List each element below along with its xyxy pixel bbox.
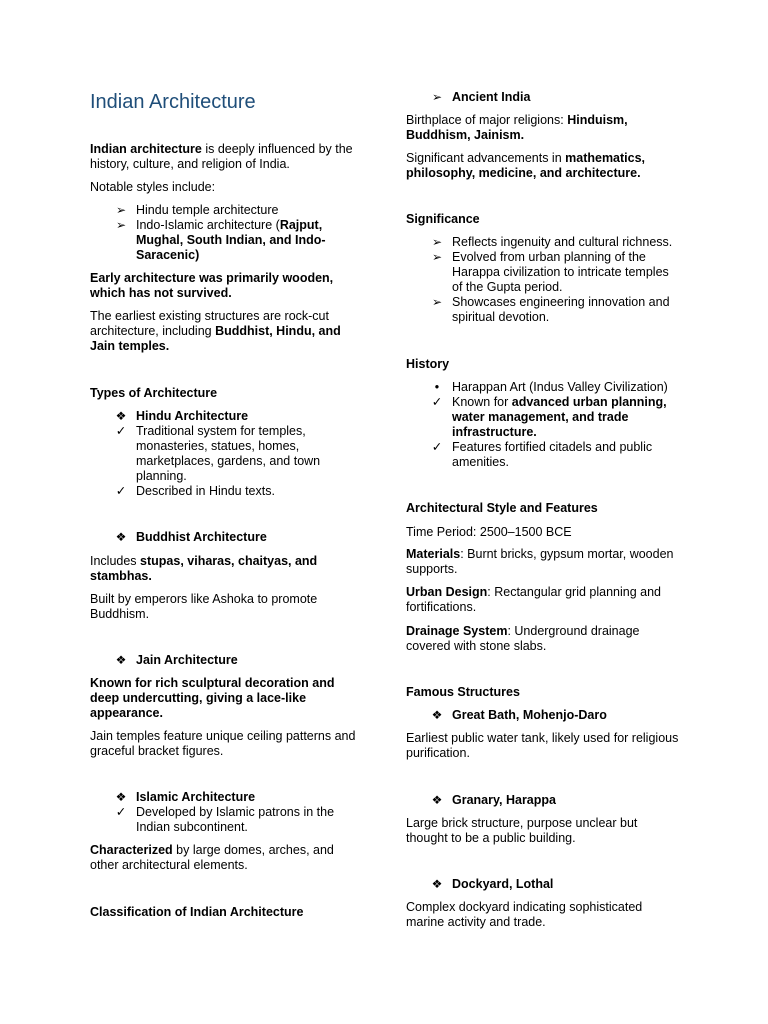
diamond-bullet-icon: ❖ [431, 793, 443, 807]
birthplace-text: Birthplace of major religions: Hinduism, Buddhism, Jainism. [406, 113, 628, 142]
check-icon: ✓ [431, 395, 443, 409]
subheading: ❖ Hindu Architecture [112, 409, 352, 424]
list-item: ➢ Hindu temple architecture [112, 203, 342, 218]
list-item: ➢ Indo-Islamic architecture (Rajput, Mughal, South Indian, and Indo-Saracenic) [112, 218, 342, 263]
subheading: ➢ Ancient India [428, 90, 668, 105]
list-item: ➢ Reflects ingenuity and cultural richness. [428, 235, 673, 250]
arrow-bullet-icon: ➢ [431, 90, 443, 104]
materials-text: Materials: Burnt bricks, gypsum mortar, wooden supports. [406, 547, 674, 576]
earliest-structures-paragraph: The earliest existing structures are rock-cut architecture, including Buddhist, Hindu, and Jain temples. [90, 309, 341, 353]
section-heading: Classification of Indian Architecture [90, 905, 304, 919]
check-icon: ✓ [115, 424, 127, 438]
section-heading: Significance [406, 212, 480, 226]
list-item: ✓ Developed by Islamic patrons in the Indian subcontinent. [112, 805, 342, 835]
section-heading: Types of Architecture [90, 386, 218, 400]
check-icon: ✓ [115, 484, 127, 498]
buddhist-built: Built by emperors like Ashoka to promote Buddhism. [90, 592, 318, 621]
subheading: ❖ Jain Architecture [112, 653, 352, 668]
list-item: ✓ Traditional system for temples, monasteries, statues, homes, marketplaces, gardens, and town planning. [112, 424, 322, 484]
diamond-bullet-icon: ❖ [115, 790, 127, 804]
arrow-bullet-icon: ➢ [431, 250, 443, 264]
arrow-bullet-icon: ➢ [115, 218, 127, 232]
granary-text: Large brick structure, purpose unclear but thought to be a public building. [406, 816, 638, 845]
dockyard-text: Complex dockyard indicating sophisticated marine activity and trade. [406, 900, 643, 929]
section-heading: Architectural Style and Features [406, 501, 598, 515]
list-item: • Harappan Art (Indus Valley Civilization) [428, 380, 678, 395]
jain-temples-text: Jain temples feature unique ceiling patterns and graceful bracket figures. [90, 729, 356, 758]
diamond-bullet-icon: ❖ [115, 530, 127, 544]
list-item: ✓ Features fortified citadels and public amenities. [428, 440, 668, 470]
subheading: ❖ Buddhist Architecture [112, 530, 352, 545]
subheading: ❖ Great Bath, Mohenjo-Daro [428, 708, 678, 723]
list-item: ➢ Evolved from urban planning of the Harappa civilization to intricate temples of the Gupta period. [428, 250, 673, 295]
section-heading: History [406, 357, 450, 371]
subheading: ❖ Dockyard, Lothal [428, 877, 678, 892]
diamond-bullet-icon: ❖ [431, 877, 443, 891]
urban-design-text: Urban Design: Rectangular grid planning and fortifications. [406, 585, 661, 614]
list-item: ➢ Showcases engineering innovation and spiritual devotion. [428, 295, 673, 325]
early-architecture-note: Early architecture was primarily wooden, which has not survived. [90, 271, 334, 300]
bullet-icon: • [434, 380, 440, 394]
buddhist-includes: Includes stupas, viharas, chaityas, and stambhas. [90, 554, 318, 583]
list-item: ✓ Known for advanced urban planning, water management, and trade infrastructure. [428, 395, 668, 440]
page-title: Indian Architecture [90, 91, 256, 113]
diamond-bullet-icon: ❖ [115, 653, 127, 667]
diamond-bullet-icon: ❖ [431, 708, 443, 722]
advancements-text: Significant advancements in mathematics, philosophy, medicine, and architecture. [406, 151, 646, 180]
time-period: Time Period: 2500–1500 BCE [406, 525, 572, 539]
notable-styles-text: Notable styles include: [90, 180, 216, 194]
check-icon: ✓ [115, 805, 127, 819]
subheading: ❖ Granary, Harappa [428, 793, 678, 808]
arrow-bullet-icon: ➢ [431, 295, 443, 309]
arrow-bullet-icon: ➢ [115, 203, 127, 217]
section-heading: Famous Structures [406, 685, 520, 699]
subheading: ❖ Islamic Architecture [112, 790, 352, 805]
drainage-text: Drainage System: Underground drainage covered with stone slabs. [406, 624, 640, 653]
diamond-bullet-icon: ❖ [115, 409, 127, 423]
arrow-bullet-icon: ➢ [431, 235, 443, 249]
great-bath-text: Earliest public water tank, likely used for religious purification. [406, 731, 679, 760]
intro-paragraph: Indian architecture is deeply influenced by the history, culture, and religion of India. [90, 142, 353, 171]
list-item: ✓ Described in Hindu texts. [112, 484, 342, 499]
check-icon: ✓ [431, 440, 443, 454]
islamic-characterized: Characterized by large domes, arches, and other architectural elements. [90, 843, 334, 872]
jain-description: Known for rich sculptural decoration and deep undercutting, giving a lace-like appearance. [90, 676, 335, 720]
